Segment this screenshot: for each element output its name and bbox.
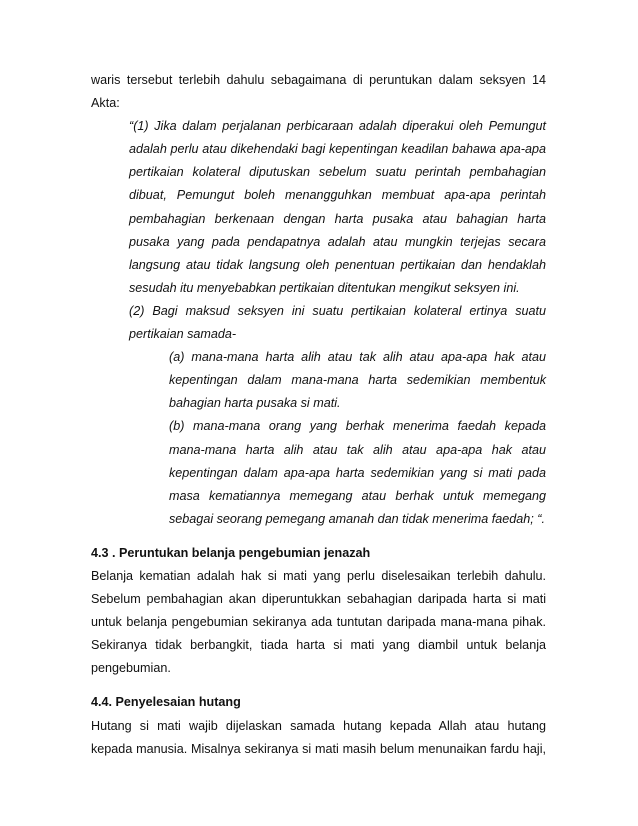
text-line: adalah perlu atau dikehendaki bagi kepentingan keadilan bahawa apa-apa	[129, 142, 546, 157]
text-line: “(1) Jika dalam perjalanan perbicaraan adalah diperakui oleh Pemungut	[129, 119, 546, 134]
text-line: pertikaian samada-	[129, 327, 237, 342]
text-line: untuk belanja pengebumian sekiranya ada tuntutan daripada mana-mana pihak.	[91, 615, 546, 630]
text-line: masa kematiannya memegang atau berhak untuk memegang	[169, 488, 546, 503]
text-line: Akta:	[91, 96, 120, 111]
text-line: (2) Bagi maksud seksyen ini suatu pertikaian kolateral ertinya suatu	[129, 303, 546, 318]
spacer	[91, 531, 546, 542]
text-line: pengebumian.	[91, 661, 171, 676]
text-line: waris tersebut terlebih dahulu sebagaimana di peruntukan dalam seksyen 14	[91, 73, 546, 87]
text-line: pertikaian kolateral diputuskan sebelum suatu perintah pembahagian	[129, 165, 546, 180]
document-text	[91, 69, 546, 761]
quoted-item-b	[91, 415, 546, 530]
text-line: sebagai seorang pemegang amanah dan tidak menerima faedah; “.	[169, 511, 545, 526]
text-line: langsung atau tidak langsung oleh penentuan pertikaian dan hendaklah	[129, 257, 546, 272]
text-line: pusaka yang pada pendapatnya adalah atau mungkin terjejas secara	[129, 234, 546, 249]
intro-paragraph	[91, 69, 546, 115]
text-line: kepentingan dalam apa-apa harta sedemikian yang si mati pada	[169, 465, 546, 480]
text-line: Belanja kematian adalah hak si mati yang perlu diselesaikan terlebih dahulu.	[91, 568, 546, 583]
section-heading-4-4: 4.4. Penyelesaian hutang	[91, 695, 241, 710]
text-line: bahagian harta pusaka si mati.	[169, 396, 341, 411]
text-line: kepada manusia. Misalnya sekiranya si mati masih belum menunaikan fardu haji,	[91, 741, 546, 756]
text-line: (b) mana-mana orang yang berhak menerima faedah kepada	[169, 419, 546, 434]
text-line: (a) mana-mana harta alih atau tak alih atau apa-apa hak atau	[169, 350, 546, 365]
section-heading-4-3: 4.3 . Peruntukan belanja pengebumian jenazah	[91, 545, 371, 560]
text-line: kepentingan dalam mana-mana harta sedemikian membentuk	[169, 373, 546, 388]
text-line: Sebelum pembahagian akan diperuntukkan sebahagian daripada harta si mati	[91, 592, 546, 607]
text-line: dibuat, Pemungut boleh menangguhkan membuat apa-apa perintah	[129, 188, 546, 203]
text-line: pembahagian berkenaan dengan harta pusaka atau bahagian harta	[129, 211, 546, 226]
quoted-statute-para-1	[91, 115, 546, 300]
quoted-item-a	[91, 346, 546, 415]
text-line: mana-mana harta alih atau tak alih atau apa-apa hak atau	[169, 442, 546, 457]
quoted-statute-para-2	[91, 300, 546, 346]
section-4-3-paragraph	[91, 565, 546, 680]
text-line: Sekiranya tidak berbangkit, tiada harta si mati yang diambil untuk belanja	[91, 638, 546, 653]
spacer	[91, 680, 546, 691]
text-line: Hutang si mati wajib dijelaskan samada hutang kepada Allah atau hutang	[91, 718, 546, 733]
text-line: sesudah itu menyebabkan pertikaian ditentukan mengikut seksyen ini.	[129, 280, 520, 295]
section-4-4-paragraph	[91, 715, 546, 761]
